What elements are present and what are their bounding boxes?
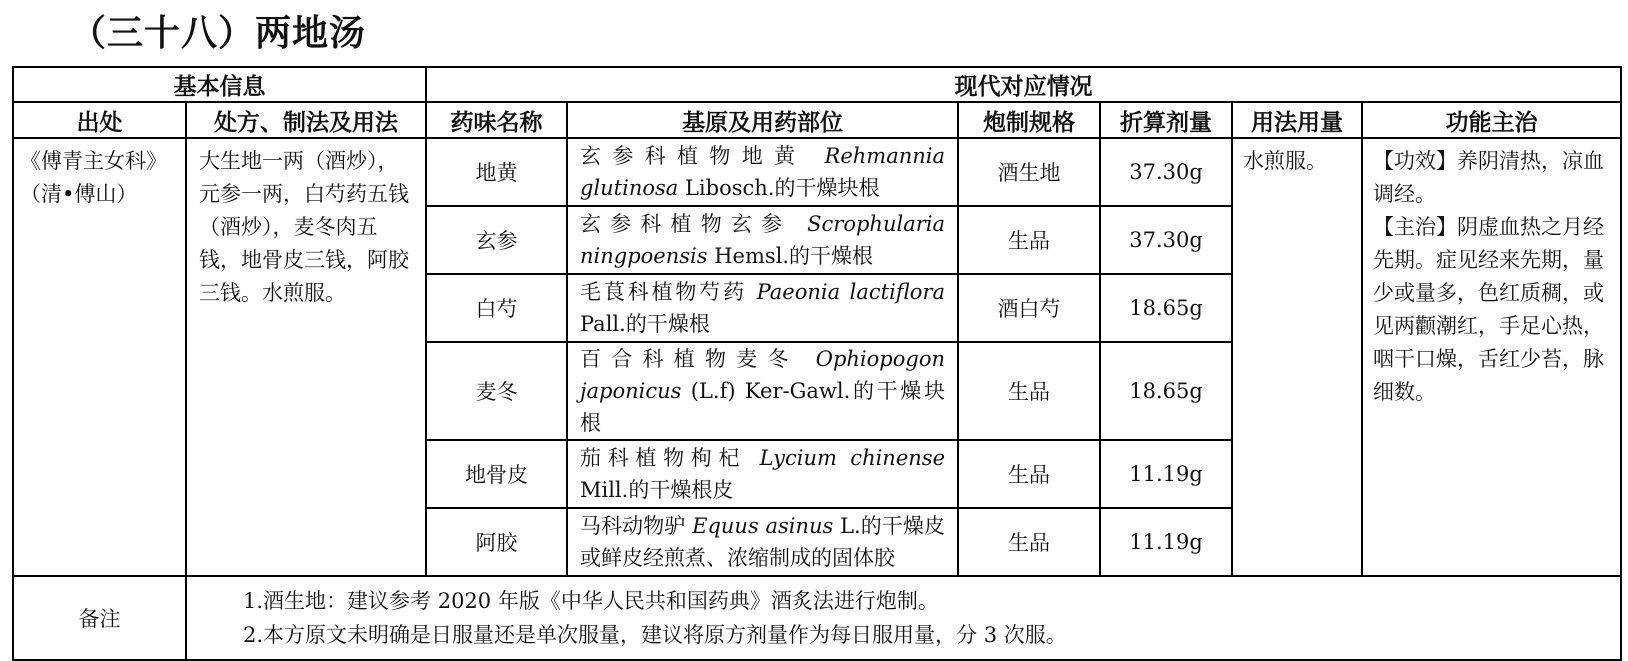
usage-cell: 水煎服。 — [1232, 138, 1362, 576]
herb-name: 玄参 — [426, 206, 567, 274]
notes-cell — [186, 576, 1621, 660]
source-cell: 《傅青主女科》（清•傅山） — [13, 138, 186, 576]
herb-name: 麦冬 — [426, 342, 567, 440]
herb-origin: 玄参科植物玄参 Scrophularia ningpoensis Hemsl.的干燥根 — [567, 206, 958, 274]
note-item: 1.酒生地：建议参考 2020 年版《中华人民共和国药典》酒炙法进行炮制。 — [243, 589, 939, 613]
latin-name: Lycium chinense — [759, 446, 945, 470]
latin-name: Scrophularia ningpoensis — [580, 212, 945, 268]
header-row-group — [13, 67, 1621, 102]
herb-processing: 酒白芍 — [958, 274, 1100, 342]
herb-processing: 生品 — [958, 206, 1100, 274]
herb-name: 白芍 — [426, 274, 567, 342]
herb-origin: 茄科植物枸杞 Lycium chinense Mill.的干燥根皮 — [567, 440, 958, 508]
table-row — [13, 138, 1621, 206]
herb-dose: 11.19g — [1100, 440, 1232, 508]
function-cell — [1362, 138, 1621, 576]
herb-name: 地骨皮 — [426, 440, 567, 508]
herb-name: 地黄 — [426, 138, 567, 206]
header-usage: 用法用量 — [1232, 102, 1362, 138]
latin-name: Paeonia lactiflora — [756, 280, 945, 304]
latin-name: Rehmannia glutinosa — [580, 144, 945, 200]
herb-processing: 生品 — [958, 508, 1100, 576]
latin-name: Ophiopogon japonicus — [580, 347, 945, 403]
header-source: 出处 — [13, 102, 186, 138]
latin-name: Equus asinus — [692, 514, 834, 538]
header-processing: 炮制规格 — [958, 102, 1100, 138]
header-herb-name: 药味名称 — [426, 102, 567, 138]
herb-dose: 37.30g — [1100, 138, 1232, 206]
herb-processing: 生品 — [958, 440, 1100, 508]
page-title: （三十八）两地汤 — [70, 13, 367, 54]
notes-row — [13, 576, 1621, 660]
herb-dose: 18.65g — [1100, 342, 1232, 440]
herb-origin: 毛茛科植物芍药 Paeonia lactiflora Pall.的干燥根 — [567, 274, 958, 342]
herb-name: 阿胶 — [426, 508, 567, 576]
notes-label: 备注 — [13, 576, 186, 660]
herb-dose: 18.65g — [1100, 274, 1232, 342]
herb-dose: 11.19g — [1100, 508, 1232, 576]
function-efficacy: 【功效】养阴清热，凉血调经。 — [1373, 149, 1604, 206]
herb-origin: 百合科植物麦冬 Ophiopogon japonicus (L.f) Ker-Gawl.的干燥块根 — [567, 342, 958, 440]
header-row-columns — [13, 102, 1621, 138]
herb-origin: 马科动物驴 Equus asinus L.的干燥皮或鲜皮经煎煮、浓缩制成的固体胶 — [567, 508, 958, 576]
formula-table — [12, 66, 1622, 661]
recipe-cell: 大生地一两（酒炒），元参一两，白芍药五钱（酒炒），麦冬肉五钱，地骨皮三钱，阿胶三钱。水煎服。 — [186, 138, 426, 576]
herb-processing: 酒生地 — [958, 138, 1100, 206]
header-origin-part: 基原及用药部位 — [567, 102, 958, 138]
function-indication: 【主治】阴虚血热之月经先期。症见经来先期，量少或量多，色红质稠，或见两颧潮红，手足心热，咽干口燥，舌红少苔，脉细数。 — [1373, 215, 1604, 404]
header-dosage: 折算剂量 — [1100, 102, 1232, 138]
header-basic-info: 基本信息 — [13, 67, 426, 102]
header-modern: 现代对应情况 — [426, 67, 1621, 102]
header-recipe: 处方、制法及用法 — [186, 102, 426, 138]
herb-dose: 37.30g — [1100, 206, 1232, 274]
herb-processing: 生品 — [958, 342, 1100, 440]
note-item: 2.本方原文未明确是日服量还是单次服量，建议将原方剂量作为每日服用量，分 3 次服。 — [243, 623, 1067, 647]
herb-origin: 玄参科植物地黄 Rehmannia glutinosa Libosch.的干燥块根 — [567, 138, 958, 206]
header-function: 功能主治 — [1362, 102, 1621, 138]
